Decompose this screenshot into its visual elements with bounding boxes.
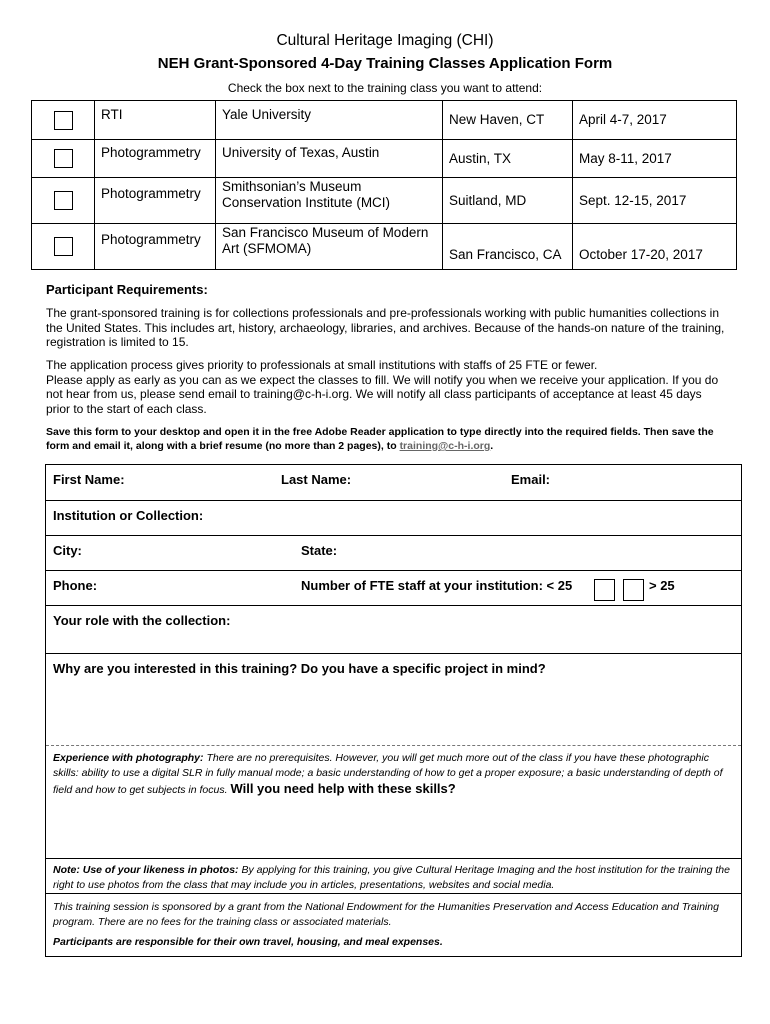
interest-question: Why are you interested in this training? Do you have a specific project in mind? (53, 661, 546, 676)
checkbox-cell (32, 140, 95, 178)
form-title: NEH Grant-Sponsored 4-Day Training Classes Application Form (157, 55, 613, 72)
venue-line: Art (SFMOMA) (222, 241, 312, 256)
venue-line: San Francisco Museum of Modern (222, 225, 429, 240)
class-type: Photogrammetry (95, 224, 216, 270)
class-location: Suitland, MD (443, 178, 573, 224)
last-name-label: Last Name: (281, 472, 352, 487)
class-location: San Francisco, CA (443, 224, 573, 270)
venue-line: Smithsonian’s Museum (222, 179, 362, 194)
class-dates: Sept. 12-15, 2017 (573, 178, 737, 224)
email-label: Email: (511, 472, 551, 487)
sponsor-text: This training session is sponsored by a grant from the National Endowment for the Humanities Preservation and Access Education and Training program. There are no fees for the training class or associated materials. (53, 901, 719, 928)
priority-line: The application process gives priority to professionals at small institutions with staffs of 25 FTE or fewer. (46, 358, 598, 372)
class-venue (216, 178, 443, 224)
class-dates: April 4-7, 2017 (573, 101, 737, 140)
table-row (32, 140, 737, 178)
first-name-label: First Name: (53, 472, 125, 487)
phone-fte-row (46, 571, 741, 606)
city-state-row[interactable] (46, 536, 741, 571)
role-label: Your role with the collection: (53, 613, 231, 628)
likeness-note (53, 863, 733, 893)
checkbox-cell (32, 101, 95, 140)
venue-line: Conservation Institute (MCI) (222, 195, 391, 210)
fte-over-25-checkbox[interactable] (623, 579, 644, 601)
experience-question: Will you need help with these skills? (230, 781, 456, 796)
classes-table (31, 100, 737, 270)
save-note-end: . (490, 440, 494, 452)
application-process-paragraph (46, 358, 726, 416)
likeness-row (46, 859, 741, 894)
city-label: City: (53, 543, 82, 558)
class-type: Photogrammetry (95, 178, 216, 224)
likeness-body: By applying for this training, you give Cultural Heritage Imaging and the host institution for the training the right to use photos from the class that may include you in articles, presentations, websites and social media. (53, 864, 730, 891)
save-note-text: Save this form to your desktop and open it in the free Adobe Reader application to type directly into the required fields. Then save the form and email it, along with a brief resume (no more than 2 pages), to (46, 426, 714, 452)
application-form (45, 464, 742, 957)
role-row[interactable] (46, 606, 741, 654)
class-instruction: Check the box next to the training class you want to attend: (227, 81, 543, 95)
class-checkbox-photogrammetry-austin[interactable] (54, 149, 73, 168)
email-link[interactable]: training@c-h-i.org (399, 440, 491, 452)
fte-label: Number of FTE staff at your institution: < 25 (301, 578, 573, 593)
phone-label: Phone: (53, 578, 98, 593)
fte-over-label: > 25 (649, 578, 675, 593)
class-location: New Haven, CT (443, 101, 573, 140)
requirements-heading: Participant Requirements: (46, 282, 208, 297)
class-dates: October 17-20, 2017 (573, 224, 737, 270)
responsibility-text: Participants are responsible for their own travel, housing, and meal expenses. (53, 936, 443, 948)
class-type: RTI (95, 101, 216, 140)
checkbox-cell (32, 178, 95, 224)
table-row (32, 178, 737, 224)
apply-early-text: Please apply as early as you can as we expect the classes to fill. We will notify you when we receive your application. If you do not hear from us, please send email to training@c-h-i.org. We will notify all class participants of acceptance at least 45 days prior to the start of each class. (46, 372, 719, 416)
class-venue: University of Texas, Austin (216, 140, 443, 178)
requirements-paragraph: The grant-sponsored training is for collections professionals and pre-professionals working with public humanities collections in the United States. This includes art, history, archaeology, libraries, and archives. Because of the hands-on nature of the training, registration is limited to 15. (46, 306, 725, 350)
likeness-lead: Note: Use of your likeness in photos: (53, 864, 239, 876)
class-checkbox-photogrammetry-suitland[interactable] (54, 191, 73, 210)
experience-row[interactable] (46, 746, 741, 859)
checkbox-cell (32, 224, 95, 270)
experience-text (53, 751, 733, 798)
save-instructions (46, 425, 726, 453)
name-row[interactable] (46, 465, 741, 501)
organization-title: Cultural Heritage Imaging (CHI) (276, 32, 494, 49)
fte-under-25-checkbox[interactable] (594, 579, 615, 601)
class-location: Austin, TX (443, 140, 573, 178)
sponsor-section (46, 894, 741, 956)
experience-lead: Experience with photography: (53, 752, 204, 764)
institution-label: Institution or Collection: (53, 508, 204, 523)
class-checkbox-rti-yale[interactable] (54, 111, 73, 130)
table-row (32, 101, 737, 140)
experience-body: There are no prerequisites. However, you will get much more out of the class if you have these photographic skills: ability to use a digital SLR in fully manual mode; a basic understanding of how to get a proper exposure; a basic understanding of depth of field and how to get subjects in focus. (53, 752, 723, 796)
table-row (32, 224, 737, 270)
class-venue (216, 224, 443, 270)
institution-row[interactable] (46, 501, 741, 536)
class-dates: May 8-11, 2017 (573, 140, 737, 178)
class-type: Photogrammetry (95, 140, 216, 178)
interest-row[interactable] (46, 654, 741, 746)
class-venue: Yale University (216, 101, 443, 140)
class-checkbox-photogrammetry-sf[interactable] (54, 237, 73, 256)
state-label: State: (301, 543, 338, 558)
